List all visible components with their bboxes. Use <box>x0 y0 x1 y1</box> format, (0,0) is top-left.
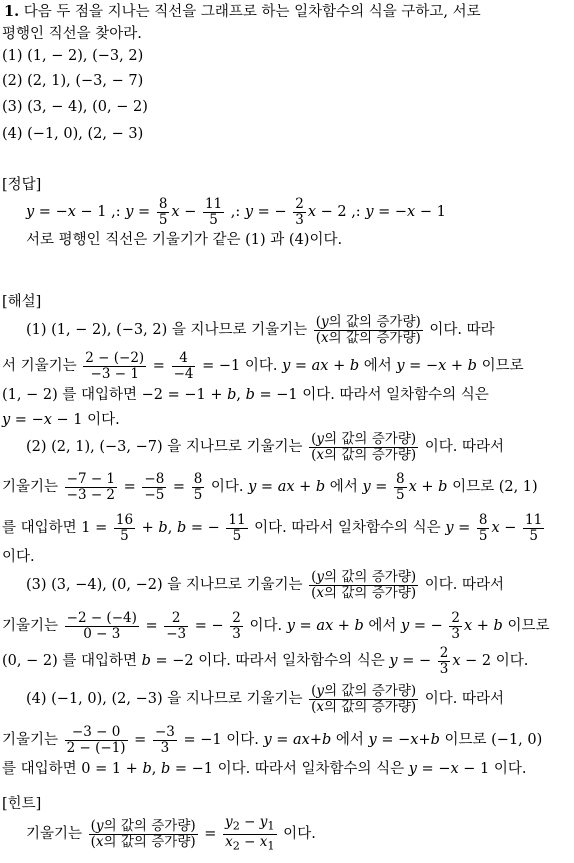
explanation-4-line3: 를 대입하면 0 = 1 + b, b = −1 이다. 따라서 일차함수의 식은 y = −x − 1 이다. <box>2 761 527 777</box>
hint-header: [힌트] <box>2 796 42 812</box>
explanation-1-line3: (1, − 2) 를 대입하면 −2 = −1 + b, b = −1 이다. 따라서 일차함수의 식은 <box>2 387 489 403</box>
fraction: $\frac{8}{5}$ <box>396 470 405 503</box>
fraction: $\frac{\text{(y의 값의 증가량)}}{\text{(x의 값의 증가량)}}$ <box>311 568 417 601</box>
fraction: $\frac{-2 - (-4)}{0 - 3}$ <box>66 609 137 642</box>
fraction: $\frac{11}{5}$ <box>228 511 246 544</box>
fraction: $\frac{2}{3}$ <box>295 195 304 228</box>
fraction: $\frac{8}{5}$ <box>158 195 168 228</box>
explanation-3-line1: (3) (3, −4), (0, −2) 을 지나므로 기울기는 $\frac{\text{(y의 값의 증가량)}}{\text{(x의 값의 증가량)}}$ 이다. 따라서 <box>26 568 505 601</box>
fraction: $\frac{2}{-3}$ <box>166 609 187 642</box>
problem-text-line2: 평행인 직선을 찾아라. <box>2 26 142 42</box>
fraction: $\frac{2}{3}$ <box>232 609 241 642</box>
fraction: $\frac{-3}{3}$ <box>154 723 175 756</box>
answer-equations: y = −x − 1 ,: y = $\frac{8}{5}$ x − $\frac{11}{5}$ ,: y = − $\frac{2}{3}$ x − 2 ,: y = −x − 1 <box>26 195 446 228</box>
hint-formula: 기울기는 $\frac{\text{(y의 값의 증가량)}}{\text{(x의 값의 증가량)}}$ = $\frac{y_2 - y_1}{x_2 - x_1}$ 이다. <box>26 813 316 853</box>
fraction: $\frac{\text{(y의 값의 증가량)}}{\text{(x의 값의 증가량)}}$ <box>90 817 196 850</box>
fraction: $\frac{8}{5}$ <box>193 470 203 503</box>
fraction: $\frac{y_2 - y_1}{x_2 - x_1}$ <box>225 813 275 853</box>
explanation-3-line2: 기울기는 $\frac{-2 - (-4)}{0 - 3}$ = $\frac{2}{-3}$ = − $\frac{2}{3}$ 이다. y = ax + b 에서 y = − $\frac{2}{3}$ x + b 이므로 <box>2 609 550 642</box>
fraction: $\frac{-8}{-5}$ <box>144 470 165 503</box>
explanation-2-line3: 를 대입하면 1 = $\frac{16}{5}$ + b, b = − $\frac{11}{5}$ 이다. 따라서 일차함수의 식은 y = $\frac{8}{5}$ x − $\frac{11}{5}$ <box>2 511 543 544</box>
answer-header: [정답] <box>2 177 42 193</box>
fraction: $\frac{\text{(y의 값의 증가량)}}{\text{(x의 값의 증가량)}}$ <box>311 430 417 463</box>
fraction: $\frac{8}{5}$ <box>478 511 488 544</box>
explanation-2-line2: 기울기는 $\frac{-7 - 1}{-3 - 2}$ = $\frac{-8}{-5}$ = $\frac{8}{5}$ 이다. y = ax + b 에서 y = $\frac{8}{5}$ x + b 이므로 (2, 1) <box>2 470 538 503</box>
problem-number: 1. <box>4 3 20 20</box>
explanation-3-line3: (0, − 2) 를 대입하면 b = −2 이다. 따라서 일차함수의 식은 y = − $\frac{2}{3}$ x − 2 이다. <box>2 644 529 677</box>
fraction: $\frac{-3 - 0}{2 - (-1)}$ <box>66 723 126 756</box>
answer-parallel: 서로 평행인 직선은 기울기가 같은 (1) 과 (4)이다. <box>26 232 343 248</box>
fraction: $\frac{4}{-4}$ <box>173 349 194 382</box>
fraction: $\frac{2}{3}$ <box>439 644 449 677</box>
explanation-4-line2: 기울기는 $\frac{-3 - 0}{2 - (-1)}$ = $\frac{-3}{3}$ = −1 이다. y = ax+b 에서 y = −x+b 이므로 (−1, 0) <box>2 723 543 756</box>
problem-statement <box>4 2 481 22</box>
problem-item-4: (4) (−1, 0), (2, − 3) <box>2 126 144 142</box>
explanation-header: [해설] <box>2 294 42 310</box>
fraction: $\frac{\text{(y의 값의 증가량)}}{\text{(x의 값의 증가량)}}$ <box>311 682 417 715</box>
fraction: $\frac{\text{(y의 값의 증가량)}}{\text{(x의 값의 증가량)}}$ <box>315 313 421 346</box>
explanation-1-line1: (1) (1, − 2), (−3, 2) 을 지나므로 기울기는 $\frac{\text{(y의 값의 증가량)}}{\text{(x의 값의 증가량)}}$ 이다. 따라 <box>26 313 495 346</box>
problem-item-2: (2) (2, 1), (−3, − 7) <box>2 73 144 89</box>
fraction: $\frac{11}{5}$ <box>525 511 543 544</box>
explanation-2-line1: (2) (2, 1), (−3, −7) 을 지나므로 기울기는 $\frac{\text{(y의 값의 증가량)}}{\text{(x의 값의 증가량)}}$ 이다. 따라서 <box>26 430 505 463</box>
fraction: $\frac{16}{5}$ <box>115 511 134 544</box>
explanation-2-line4: 이다. <box>2 549 35 565</box>
explanation-4-line1: (4) (−1, 0), (2, −3) 을 지나므로 기울기는 $\frac{\text{(y의 값의 증가량)}}{\text{(x의 값의 증가량)}}$ 이다. 따라서 <box>26 682 505 715</box>
fraction: $\frac{11}{5}$ <box>204 195 223 228</box>
problem-text-line1: 다음 두 점을 지나는 직선을 그래프로 하는 일차함수의 식을 구하고, 서로 <box>23 4 481 20</box>
explanation-1-line2: 서 기울기는 $\frac{2 - (-2)}{-3 - 1}$ = $\frac{4}{-4}$ = −1 이다. y = ax + b 에서 y = −x + b 이므로 <box>2 349 524 382</box>
fraction: $\frac{-7 - 1}{-3 - 2}$ <box>66 470 116 503</box>
explanation-1-line4: y = −x − 1 이다. <box>2 412 120 428</box>
problem-item-1: (1) (1, − 2), (−3, 2) <box>2 48 144 64</box>
problem-item-3: (3) (3, − 4), (0, − 2) <box>2 99 148 115</box>
fraction: $\frac{2}{3}$ <box>451 609 460 642</box>
fraction: $\frac{2 - (-2)}{-3 - 1}$ <box>85 349 145 382</box>
